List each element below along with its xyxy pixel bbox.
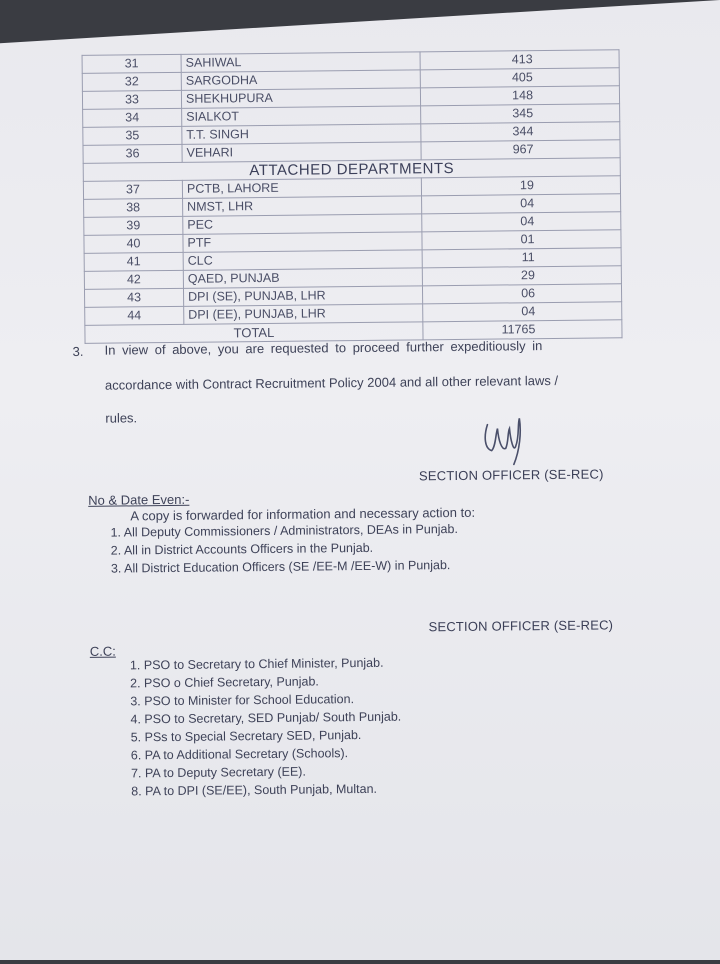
table-row: 41 CLC 11: [84, 248, 621, 272]
total-value: 11765: [423, 320, 622, 340]
table-row: 40 PTF 01: [84, 230, 621, 254]
no-date-heading: No & Date Even:-: [88, 491, 190, 508]
para-3-line-3: rules.: [105, 410, 138, 426]
table-row: 31 SAHIWAL 413: [82, 50, 619, 74]
table-row: 37 PCTB, LAHORE 19: [83, 176, 620, 200]
signatory-1: SECTION OFFICER (SE-REC): [418, 466, 604, 484]
list-item: 8. PA to DPI (SE/EE), South Punjab, Multan.: [131, 781, 378, 799]
table-row: 44 DPI (EE), PUNJAB, LHR 04: [85, 302, 622, 326]
signature-mark: [475, 406, 536, 477]
allocation-table: [82, 49, 623, 344]
cc-heading: C.C:: [89, 643, 116, 659]
para-3-line-2: accordance with Contract Recruitment Policy 2004 and all other relevant laws /: [104, 372, 559, 393]
forward-text: A copy is forwarded for information and necessary action to:: [130, 504, 476, 524]
list-item: 7. PA to Deputy Secretary (EE).: [130, 764, 306, 781]
list-item: 3. All District Education Officers (SE /EE-M /EE-W) in Punjab.: [110, 558, 451, 576]
table-row: 35 T.T. SINGH 344: [83, 122, 620, 146]
list-item: 1. PSO to Secretary to Chief Minister, Punjab.: [129, 655, 384, 673]
forward-list: [110, 520, 458, 578]
list-item: 5. PSs to Special Secretary SED, Punjab.: [130, 728, 362, 745]
table-row: 34 SIALKOT 345: [83, 104, 620, 128]
table-row: 36 VEHARI 967: [83, 140, 620, 164]
table-row: 43 DPI (SE), PUNJAB, LHR 06: [84, 284, 621, 308]
para-3-number: 3.: [72, 343, 84, 360]
list-item: 3. PSO to Minister for School Education.: [130, 692, 355, 709]
signatory-2: SECTION OFFICER (SE-REC): [428, 617, 614, 635]
cc-list: [130, 654, 402, 801]
total-label: TOTAL: [85, 322, 423, 344]
table-row: 32 SARGODHA 405: [82, 68, 619, 92]
table-row: 39 PEC 04: [84, 212, 621, 236]
para-3-line-1: In view of above, you are requested to proceed further expeditiously in: [104, 338, 543, 358]
table-row: 33 SHEKHUPURA 148: [82, 86, 619, 110]
list-item: 2. All in District Accounts Officers in the Punjab.: [110, 540, 374, 558]
table-row: 42 QAED, PUNJAB 29: [84, 266, 621, 290]
list-item: 2. PSO o Chief Secretary, Punjab.: [130, 674, 319, 691]
list-item: 6. PA to Additional Secretary (Schools).: [130, 746, 349, 763]
list-item: 4. PSO to Secretary, SED Punjab/ South Punjab.: [130, 709, 402, 727]
list-item: 1. All Deputy Commissioners / Administrators, DEAs in Punjab.: [110, 521, 458, 540]
section-heading: ATTACHED DEPARTMENTS: [83, 158, 620, 182]
table-row: 38 NMST, LHR 04: [84, 194, 621, 218]
